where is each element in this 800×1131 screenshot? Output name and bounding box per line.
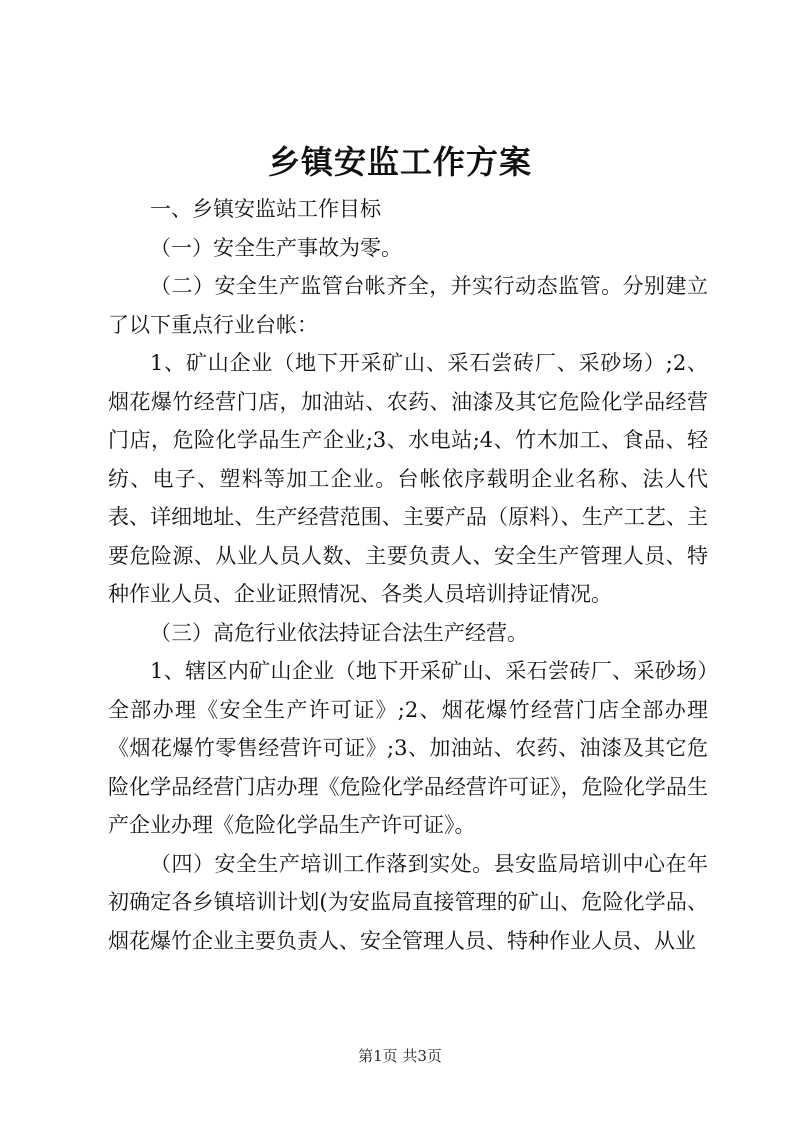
- section-heading: 一、乡镇安监站工作目标: [150, 197, 381, 221]
- page-footer: 第1页 共3页: [358, 1047, 442, 1065]
- body-paragraph: 1、辖区内矿山企业（地下开采矿山、采石尝砖厂、采砂场）全部办理《安全生产许可证》;2、烟花爆竹经营门店全部办理《烟花爆竹零售经营许可证》;3、加油站、农药、油漆及其它危险化学品经营门店办理《危险化学品经营许可证》，危险化学品生产企业办理《危险化学品生产许可证》。: [108, 659, 708, 837]
- subsection-heading: （三）高危行业依法持证合法生产经营。: [150, 620, 528, 645]
- subsection-heading: （一）安全生产事故为零。: [150, 235, 402, 260]
- document-title: 乡镇安监工作方案: [267, 143, 532, 181]
- document-body: [108, 190, 708, 960]
- body-paragraph: 1、矿山企业（地下开采矿山、采石尝砖厂、采砂场）;2、烟花爆竹经营门店，加油站、农药、油漆及其它危险化学品经营门店，危险化学品生产企业;3、水电站;4、竹木加工、食品、轻纺、电子、塑料等加工企业。台帐依序载明企业名称、法人代表、详细地址、生产经营范围、主要产品（原料）、生产工艺、主要危险源、从业人员人数、主要负责人、安全生产管理人员、特种作业人员、企业证照情况、各类人员培训持证情况。: [108, 351, 708, 606]
- body-paragraph: （二）安全生产监管台帐齐全，并实行动态监管。分别建立了以下重点行业台帐：: [108, 274, 708, 337]
- body-paragraph: （四）安全生产培训工作落到实处。县安监局培训中心在年初确定各乡镇培训计划(为安监局直接管理的矿山、危险化学品、烟花爆竹企业主要负责人、安全管理人员、特种作业人员、从业: [108, 851, 708, 953]
